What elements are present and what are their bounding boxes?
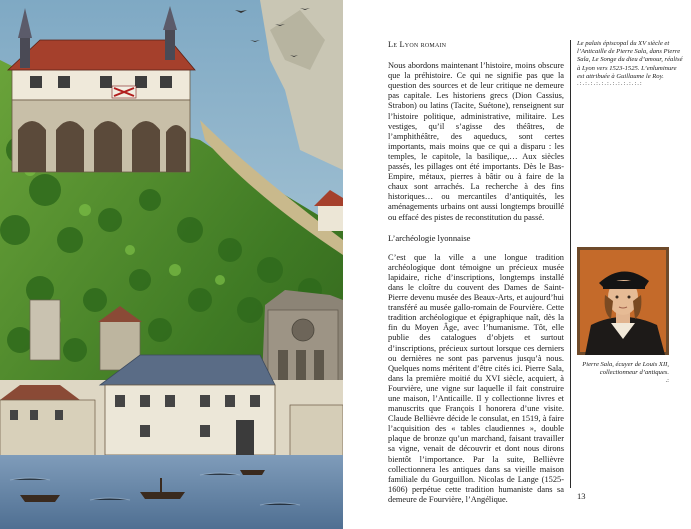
article-text — [388, 40, 564, 505]
caption-ornament: .:.:.:.:.:.:.:.:.:.:.:.: — [577, 80, 643, 88]
section-title: Le Lyon romain — [388, 40, 447, 49]
caption-illustration-text: Le palais épiscopal du XV siècle et l’Anticaille de Pierre Sala, dans Pierre Sala, Le Songe du dieu d’amour, réalisé à Lyon vers 1523-1525. L’enluminure est attribuée à Guillaume le Roy. — [577, 40, 683, 80]
caption-portrait-ornament: .: — [665, 377, 669, 384]
caption-illustration — [577, 40, 685, 88]
illuminated-manuscript-image — [0, 0, 343, 529]
subheading: L’archéologie lyonnaise — [388, 232, 471, 243]
paragraph-1: Nous abordons maintenant l’histoire, moins obscure que la préhistoire. Ce qui ne signifie pas que la question des sources et de leur critique ne demeure pas capitale. Les historiens grecs (Dion Cassius, Strabon) ou latins (Tacite, Suétone), renseignent sur l’histoire politique, administrative, militaire. Les vestiges, qu’il s’agisse des théâtres, de l’amphithéâtre, des aqueducs, sont certes importants, mais moins que ce qui a disparu : les temples, le capitole, la basilique,… Aux siècles passés, les pillages ont été importants. Dès le Bas-Empire, métaux, pierres à bâtir ou à faire de la chaux sont arrachés. La recherche à des fins historiques… ou mercantiles d’antiquités, les aménagements urbains ont aussi longtemps brouillé ou effacé des pistes de reconstitution du passé. — [388, 61, 564, 222]
column-divider — [570, 40, 571, 488]
paragraph-2: C’est que la ville a une longue tradition archéologique dont témoigne un précieux musée lapidaire, riche d’inscriptions, longtemps installé dans le cloître du couvent des Dames de Saint-Pierre devenu musée des Beaux-Arts, et aujourd’hui transféré au musée gallo-romain de Fourvière. Cette tradition archéologique et épigraphique naît, dès la fin du Moyen Âge, avec l’humanisme. Tôt, elle publie des catalogues d’objets et surtout d’inscriptions, précieux surtout lorsque ces derniers ou dernières ne sont pas parvenus jusqu’à nous. Quelques noms méritent d’être cités ici. Pierre Sala, dans la première moitié du XVI siècle, acquiert, à Fourvière, une vigne sur laquelle il fait construire une maison, l’Anticaille. Il y collectionne livres et manuscrits que François I honorera d’une visite. Claude Bellièvre décide le consulat, en 1519, à faire l’acquisition des « tables claudiennes », double plaque de bronze qu’un marchand, faisant travailler sa vigne, venait de découvrir et dont nous dirons bientôt l’importance. Par la suite, Bellièvre collectionnera les antiques dans sa vieille maison familiale du Gourguillon. Nicolas de Lange (1525-1606) perpétue cette tradition humaniste dans sa demeure de Fourvière, l’Angélique. — [388, 252, 564, 504]
caption-portrait-text: Pierre Sala, écuyer de Louis XII, collectionneur d’antiques. — [582, 361, 669, 376]
page-number: 13 — [577, 491, 586, 501]
caption-portrait — [577, 361, 669, 385]
portrait-pierre-sala — [577, 247, 669, 355]
